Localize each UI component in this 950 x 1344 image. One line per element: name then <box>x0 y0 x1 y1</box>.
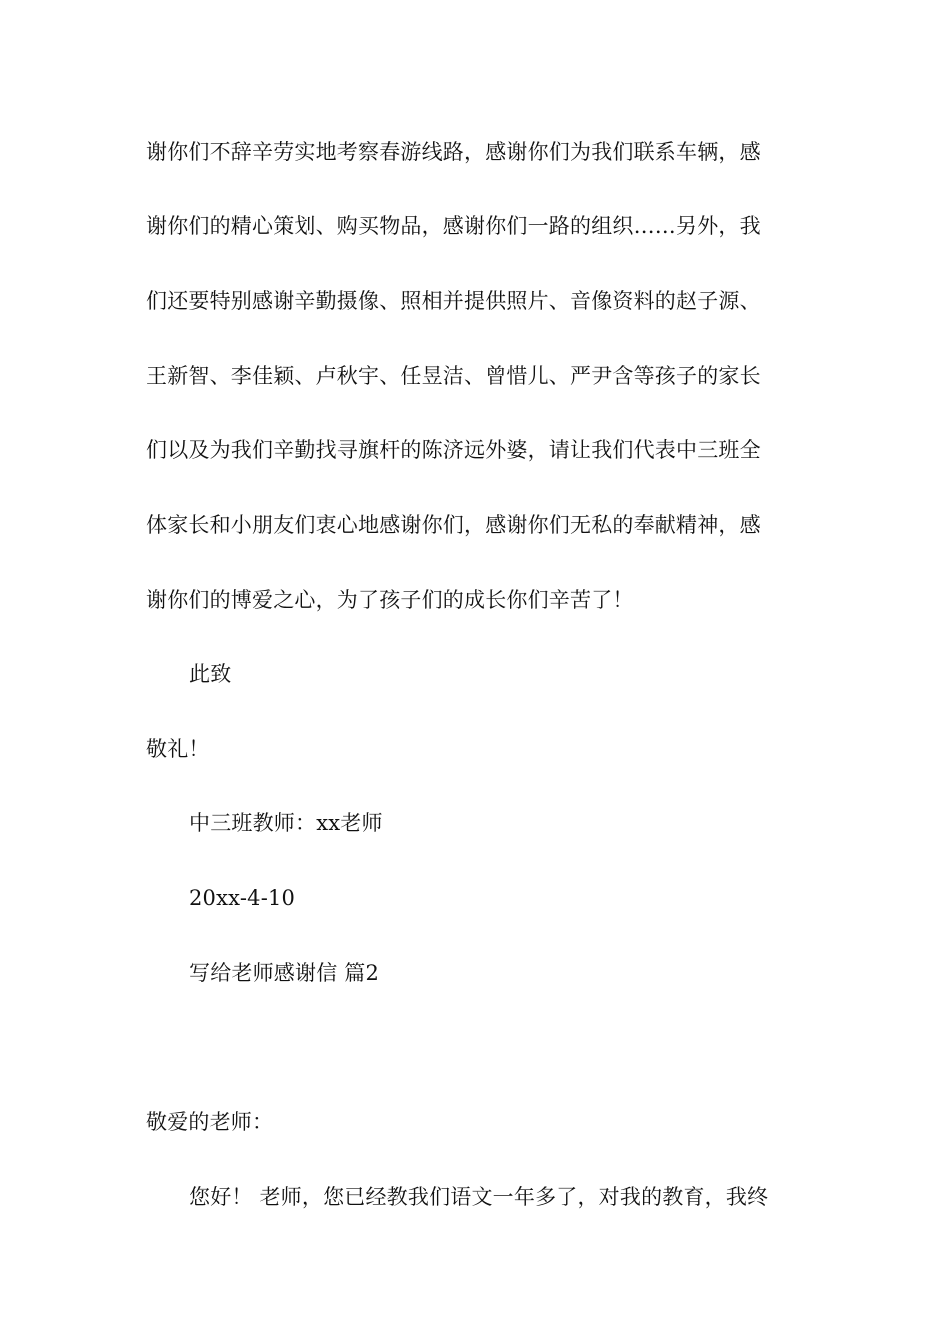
section-title: 写给老师感谢信 篇2 <box>189 961 380 985</box>
body-start-line: 您好！ 老师，您已经教我们语文一年多了，对我的教育，我终 <box>189 1185 769 1209</box>
signature: 中三班教师：xx老师 <box>189 811 383 835</box>
closing-greeting: 此致 <box>189 662 232 686</box>
paragraph-line: 们还要特别感谢辛勤摄像、照相并提供照片、音像资料的赵子源、 <box>146 289 761 313</box>
paragraph-line: 体家长和小朋友们衷心地感谢你们，感谢你们无私的奉献精神，感 <box>146 513 761 537</box>
paragraph-line: 们以及为我们辛勤找寻旗杆的陈济远外婆，请让我们代表中三班全 <box>146 438 761 462</box>
closing-salute: 敬礼！ <box>146 737 210 761</box>
letter-date: 20xx-4-10 <box>189 886 296 910</box>
paragraph-line: 王新智、李佳颖、卢秋宇、任昱洁、曾惜儿、严尹含等孩子的家长 <box>146 364 761 388</box>
paragraph-line: 谢你们的精心策划、购买物品，感谢你们一路的组织……另外，我 <box>146 214 761 238</box>
salutation: 敬爱的老师： <box>146 1110 274 1134</box>
paragraph-line: 谢你们不辞辛劳实地考察春游线路，感谢你们为我们联系车辆，感 <box>146 140 761 164</box>
paragraph-line: 谢你们的博爱之心，为了孩子们的成长你们辛苦了！ <box>146 588 634 612</box>
